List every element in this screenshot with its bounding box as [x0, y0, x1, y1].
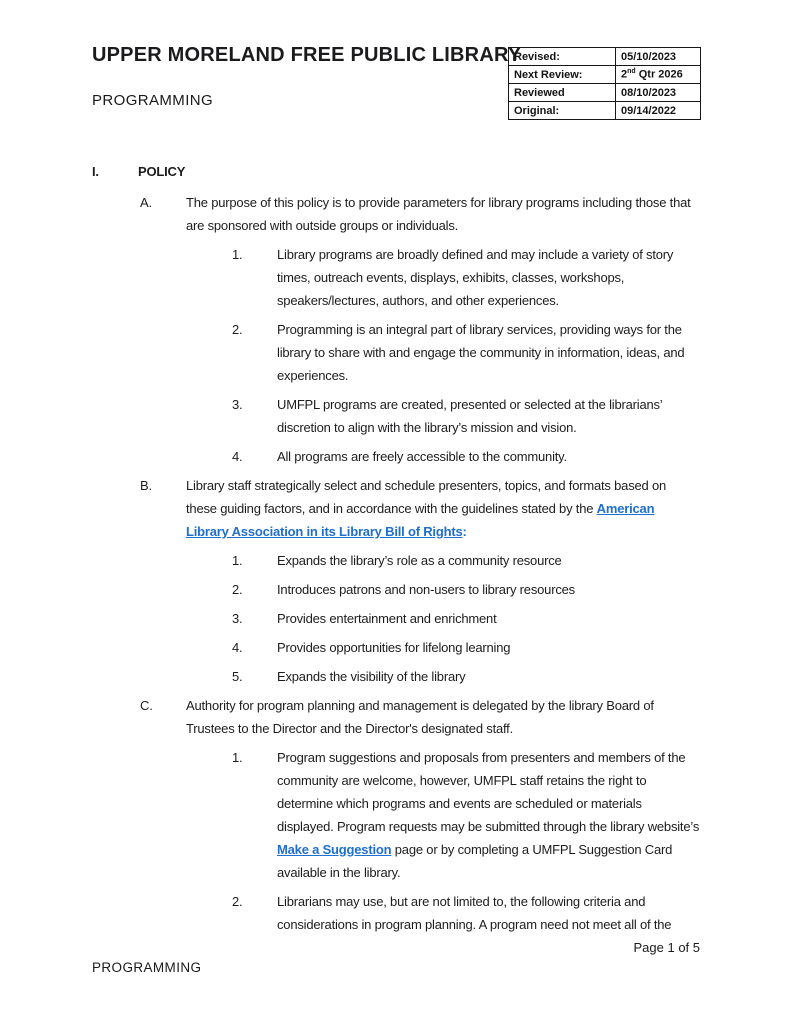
item-text-after-link: :: [462, 524, 467, 539]
item-marker: 2.: [232, 894, 243, 909]
section-number: I.: [92, 164, 99, 179]
next-review-rest: Qtr 2026: [635, 68, 683, 81]
item-text: Programming is an integral part of library services, providing ways for the library to share with and engage the community in information, ideas, and experiences.: [277, 322, 685, 383]
item-marker: 2.: [232, 582, 243, 597]
section-title: POLICY: [138, 164, 186, 179]
page-title: UPPER MORELAND FREE PUBLIC LIBRARY: [92, 44, 522, 66]
section-heading-policy: [92, 160, 700, 183]
item-text: Provides entertainment and enrichment: [277, 611, 497, 626]
item-marker: 3.: [232, 397, 243, 412]
item-marker: 5.: [232, 669, 243, 684]
policy-body: [92, 160, 700, 942]
next-review-ordinal: nd: [627, 68, 636, 76]
policy-item-c2: [232, 890, 700, 936]
item-marker: 3.: [232, 611, 243, 626]
item-marker: 1.: [232, 553, 243, 568]
policy-item-a1: [232, 243, 700, 312]
policy-item-b4: [232, 636, 700, 659]
item-marker: 1.: [232, 750, 243, 765]
page-subtitle: PROGRAMMING: [92, 92, 214, 109]
policy-item-b3: [232, 607, 700, 630]
original-value: 09/14/2022: [616, 102, 701, 120]
item-text: [277, 746, 700, 884]
revision-row-reviewed: [509, 84, 701, 102]
item-text-after-link: page or by completing a UMFPL Suggestion Card available in the library.: [277, 842, 673, 880]
item-text: The purpose of this policy is to provide parameters for library programs including those that are sponsored with outside groups or individuals.: [186, 195, 691, 233]
revised-value: 05/10/2023: [616, 48, 701, 66]
policy-item-b2: [232, 578, 700, 601]
policy-item-c: [140, 694, 700, 740]
original-label: Original:: [509, 102, 616, 120]
item-text-before-link: Program suggestions and proposals from presenters and members of the community are welcome, however, UMFPL staff retains the right to determine which programs and events are scheduled or materials displayed. Program requests may be submitted through the library website’s: [277, 750, 700, 834]
item-marker: 4.: [232, 640, 243, 655]
policy-item-b1: [232, 549, 700, 572]
item-text: UMFPL programs are created, presented or selected at the librarians’ discretion to align with the library’s mission and vision.: [277, 397, 663, 435]
item-marker: B.: [140, 478, 152, 493]
policy-item-c1: [232, 746, 700, 884]
next-review-value: [616, 66, 701, 84]
policy-item-b: [140, 474, 700, 543]
item-text-before-link: Library staff strategically select and schedule presenters, topics, and formats based on these guiding factors, and in accordance with the guidelines stated by the: [186, 478, 667, 516]
reviewed-label: Reviewed: [509, 84, 616, 102]
footer-document-title: PROGRAMMING: [92, 960, 202, 975]
policy-item-a: [140, 191, 700, 237]
revised-label: Revised:: [509, 48, 616, 66]
item-text: [186, 474, 700, 543]
item-text: Librarians may use, but are not limited to, the following criteria and considerations in program planning. A program need not meet all of the: [277, 894, 672, 932]
item-text: Expands the library’s role as a community resource: [277, 553, 562, 568]
item-text: All programs are freely accessible to the community.: [277, 449, 567, 464]
reviewed-value: 08/10/2023: [616, 84, 701, 102]
policy-item-b5: [232, 665, 700, 688]
policy-item-a2: [232, 318, 700, 387]
revision-row-next-review: [509, 66, 701, 84]
item-marker: 2.: [232, 322, 243, 337]
page-number: Page 1 of 5: [633, 940, 700, 955]
policy-item-a4: [232, 445, 700, 468]
next-review-label: Next Review:: [509, 66, 616, 84]
revision-row-revised: [509, 48, 701, 66]
next-review-number: 2: [621, 68, 628, 81]
item-text: Library programs are broadly defined and may include a variety of story times, outreach events, displays, exhibits, classes, workshops, speakers/lectures, authors, and other experiences.: [277, 247, 674, 308]
item-text: Expands the visibility of the library: [277, 669, 466, 684]
item-text: Provides opportunities for lifelong learning: [277, 640, 511, 655]
item-marker: C.: [140, 698, 153, 713]
revision-table: [508, 47, 701, 120]
revision-row-original: [509, 102, 701, 120]
make-a-suggestion-link[interactable]: Make a Suggestion: [277, 842, 392, 857]
item-text: Authority for program planning and management is delegated by the library Board of Trustees to the Director and the Director's designated staff.: [186, 698, 654, 736]
item-text: Introduces patrons and non-users to library resources: [277, 582, 575, 597]
policy-item-a3: [232, 393, 700, 439]
ala-library-bill-of-rights-link[interactable]: American Library Association in its Library Bill of Rights: [186, 501, 655, 539]
item-marker: 4.: [232, 449, 243, 464]
item-marker: 1.: [232, 247, 243, 262]
item-marker: A.: [140, 195, 152, 210]
